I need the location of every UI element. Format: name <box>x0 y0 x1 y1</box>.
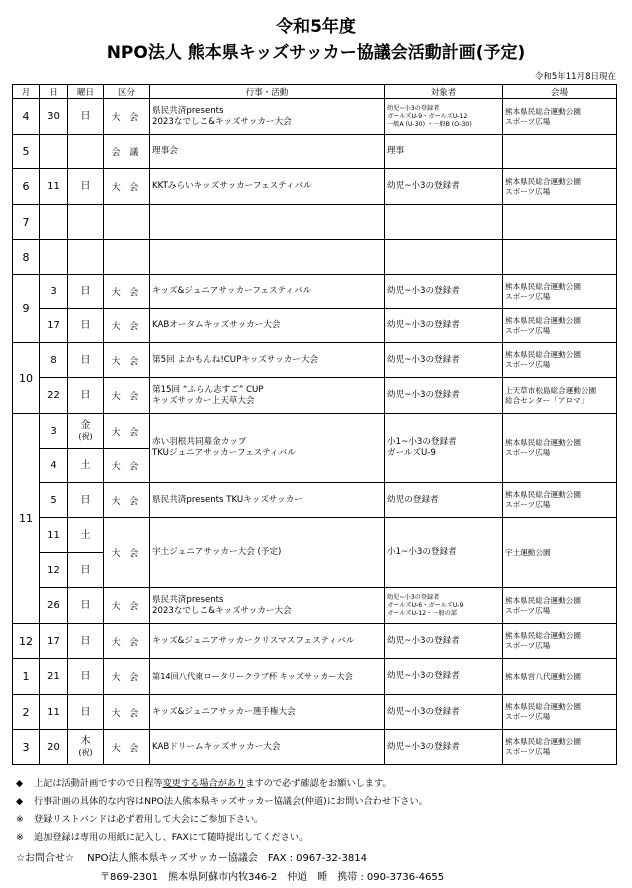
header-venue: 会場 <box>503 85 617 99</box>
venue-line: 上天草市松島総合運動公園 <box>505 385 597 395</box>
target-cell: 小1~小3の登録者 <box>385 518 503 588</box>
venue-line: スポーツ広場 <box>505 116 551 126</box>
day-cell: 22 <box>40 378 68 414</box>
holiday-mark: (祝) <box>78 432 93 441</box>
category-cell: 大 会 <box>104 588 150 624</box>
weekday-cell: 日 <box>68 659 104 695</box>
category-cell <box>104 240 150 275</box>
day-cell: 3 <box>40 414 68 449</box>
weekday-cell: 日 <box>68 309 104 343</box>
day-cell: 20 <box>40 730 68 765</box>
target-cell: 幼児~小3の登録者 <box>385 169 503 205</box>
target-line: 幼児~小3の登録者 <box>387 593 440 601</box>
event-line: 第15回 “ふらん志すご” CUP <box>152 384 264 395</box>
weekday-cell: 土 <box>68 518 104 553</box>
table-row <box>13 518 617 553</box>
target-cell <box>385 240 503 275</box>
table-row <box>13 343 617 378</box>
category-cell: 会 議 <box>104 135 150 169</box>
weekday-cell: 土 <box>68 449 104 483</box>
event-cell: 第14回八代東ロータリークラブ杯 キッズサッカー大会 <box>150 659 385 695</box>
table-row <box>13 309 617 343</box>
category-cell <box>104 205 150 240</box>
table-row <box>13 205 617 240</box>
target-cell <box>385 205 503 240</box>
event-cell <box>150 414 385 483</box>
weekday-cell: 日 <box>68 99 104 135</box>
table-row <box>13 483 617 518</box>
target-line: ガールズU-12・一般の部 <box>387 609 458 617</box>
month-cell: 7 <box>13 205 40 240</box>
weekday-line: 木 <box>80 736 91 747</box>
header-day: 日 <box>40 85 68 99</box>
month-cell: 11 <box>13 414 40 624</box>
target-cell: 幼児~小3の登録者 <box>385 343 503 378</box>
holiday-mark: (祝) <box>78 748 93 757</box>
category-cell: 大 会 <box>104 414 150 449</box>
table-header-row <box>13 85 617 99</box>
category-cell: 大 会 <box>104 169 150 205</box>
event-cell: KKTみらいキッズサッカーフェスティバル <box>150 169 385 205</box>
month-cell: 9 <box>13 275 40 343</box>
event-cell: キッズ&ジュニアサッカー選手権大会 <box>150 695 385 730</box>
month-cell: 10 <box>13 343 40 414</box>
target-line: 幼児~小3の登録者 <box>387 104 440 112</box>
category-cell: 大 会 <box>104 449 150 483</box>
weekday-cell: 日 <box>68 483 104 518</box>
venue-line: スポーツ広場 <box>505 325 551 335</box>
day-cell <box>40 205 68 240</box>
target-cell: 理事 <box>385 135 503 169</box>
event-cell <box>150 205 385 240</box>
month-cell: 1 <box>13 659 40 695</box>
venue-line: スポーツ広場 <box>505 448 551 457</box>
weekday-cell: 日 <box>68 553 104 588</box>
event-cell: 県民共済presents TKUキッズサッカー <box>150 483 385 518</box>
day-cell: 26 <box>40 588 68 624</box>
venue-line: スポーツ広場 <box>505 641 551 650</box>
day-cell: 5 <box>40 483 68 518</box>
category-cell: 大 会 <box>104 275 150 309</box>
category-cell: 大 会 <box>104 518 150 588</box>
event-cell: キッズ&ジュニアサッカーフェスティバル <box>150 275 385 309</box>
target-cell <box>385 99 503 135</box>
weekday-cell: 日 <box>68 695 104 730</box>
table-row <box>13 624 617 659</box>
month-cell: 3 <box>13 730 40 765</box>
note-item <box>16 775 620 793</box>
event-line: TKUジュニアサッカーフェスティバル <box>152 448 296 458</box>
target-line: 小1~小3の登録者 <box>387 437 457 447</box>
event-line: 2023なでしこ&キッズサッカー大会 <box>152 605 292 616</box>
event-cell <box>150 378 385 414</box>
venue-cell <box>503 240 617 275</box>
month-cell: 5 <box>13 135 40 169</box>
venue-cell <box>503 99 617 135</box>
target-cell: 幼児~小3の登録者 <box>385 624 503 659</box>
venue-line: 熊本県民総合運動公園 <box>505 737 581 746</box>
table-row <box>13 730 617 765</box>
event-cell: 宇土ジュニアサッカー大会 (予定) <box>150 518 385 588</box>
note-text: ますので必ず確認をお願いします。 <box>245 778 392 789</box>
day-cell <box>40 240 68 275</box>
weekday-cell <box>68 414 104 449</box>
venue-cell: 熊本県営八代運動公園 <box>503 659 617 695</box>
venue-cell: 宇土運動公園 <box>503 518 617 588</box>
header-event: 行事・活動 <box>150 85 385 99</box>
day-cell: 11 <box>40 518 68 553</box>
day-cell: 17 <box>40 309 68 343</box>
schedule-table <box>12 84 617 765</box>
month-cell: 12 <box>13 624 40 659</box>
header-category: 区分 <box>104 85 150 99</box>
category-cell: 大 会 <box>104 309 150 343</box>
target-cell <box>385 414 503 483</box>
month-cell: 2 <box>13 695 40 730</box>
event-cell: 第5回 よかもんね!CUPキッズサッカー大会 <box>150 343 385 378</box>
weekday-cell <box>68 205 104 240</box>
venue-line: 熊本県民総合運動公園 <box>505 595 581 605</box>
venue-line: スポーツ広場 <box>505 747 551 756</box>
venue-cell <box>503 205 617 240</box>
event-cell: KABオータムキッズサッカー大会 <box>150 309 385 343</box>
event-line: 県民共済presents <box>152 594 224 605</box>
day-cell: 8 <box>40 343 68 378</box>
venue-line: 熊本県民総合運動公園 <box>505 350 581 359</box>
day-cell: 3 <box>40 275 68 309</box>
day-cell <box>40 135 68 169</box>
venue-line: スポーツ広場 <box>505 500 551 509</box>
venue-cell <box>503 588 617 624</box>
month-cell: 4 <box>13 99 40 135</box>
venue-cell <box>503 135 617 169</box>
header-weekday: 曜日 <box>68 85 104 99</box>
event-cell <box>150 588 385 624</box>
day-cell: 11 <box>40 169 68 205</box>
month-cell: 8 <box>13 240 40 275</box>
table-row <box>13 135 617 169</box>
target-cell: 幼児~小3の登録者 <box>385 378 503 414</box>
target-line: ガールズU-9・ガールズU-12 <box>387 112 468 120</box>
category-cell: 大 会 <box>104 730 150 765</box>
table-row <box>13 414 617 449</box>
target-line: ガールズU-9 <box>387 448 436 458</box>
month-cell: 6 <box>13 169 40 205</box>
weekday-cell <box>68 135 104 169</box>
target-cell: 幼児~小3の登録者 <box>385 309 503 343</box>
event-line: キッズサッカー上天草大会 <box>152 395 255 406</box>
venue-line: 総合センター「アロマ」 <box>505 395 589 405</box>
note-text: 行事計画の具体的な内容はNPO法人熊本県キッズサッカー協議会(仲道)にお問い合わせ下さい。 <box>34 796 428 807</box>
contact-line-address: 〒869-2301 熊本県阿蘇市内牧346-2 仲道 睡 携帯 : 090-3736-4655 <box>100 872 445 883</box>
weekday-cell <box>68 730 104 765</box>
category-cell: 大 会 <box>104 378 150 414</box>
note-item <box>16 793 620 811</box>
day-cell: 12 <box>40 553 68 588</box>
note-text: 追加登録は専用の用紙に記入し、FAXにて随時提出してください。 <box>34 832 309 843</box>
contact-section <box>16 849 444 887</box>
venue-cell <box>503 414 617 483</box>
venue-cell <box>503 695 617 730</box>
day-cell: 4 <box>40 449 68 483</box>
target-cell: 幼児~小3の登録者 <box>385 695 503 730</box>
note-underlined-text: 変更する場合があり <box>162 778 246 789</box>
weekday-cell: 日 <box>68 588 104 624</box>
event-line: 赤い羽根共同募金カップ <box>152 437 247 447</box>
day-cell: 21 <box>40 659 68 695</box>
venue-cell <box>503 343 617 378</box>
document-subtitle: NPO法人 熊本県キッズサッカー協議会活動計画(予定) <box>106 43 526 63</box>
venue-line: スポーツ広場 <box>505 712 551 721</box>
weekday-line: 金 <box>80 420 91 431</box>
event-cell <box>150 99 385 135</box>
document-title: 令和5年度 <box>276 17 356 37</box>
venue-cell <box>503 309 617 343</box>
target-cell: 幼児の登録者 <box>385 483 503 518</box>
notes-section <box>16 775 620 847</box>
venue-line: 熊本県民総合運動公園 <box>505 438 581 447</box>
event-cell <box>150 240 385 275</box>
note-text: 上記は活動計画ですので日程等 <box>34 778 163 789</box>
target-cell <box>385 588 503 624</box>
venue-line: 熊本県民総合運動公園 <box>505 106 581 116</box>
category-cell: 大 会 <box>104 99 150 135</box>
target-cell: 幼児~小3の登録者 <box>385 275 503 309</box>
event-line: 2023なでしこ&キッズサッカー大会 <box>152 116 292 127</box>
venue-line: スポーツ広場 <box>505 186 551 196</box>
header-target: 対象者 <box>385 85 503 99</box>
event-cell: キッズ&ジュニアサッカークリスマスフェスティバル <box>150 624 385 659</box>
header-month: 月 <box>13 85 40 99</box>
table-row <box>13 99 617 135</box>
note-item <box>16 811 620 829</box>
diamond-bullet-icon: ◆ <box>16 796 24 807</box>
event-cell: 理事会 <box>150 135 385 169</box>
table-row <box>13 378 617 414</box>
venue-cell <box>503 483 617 518</box>
venue-line: 熊本県民総合運動公園 <box>505 281 581 291</box>
weekday-cell: 日 <box>68 624 104 659</box>
weekday-cell: 日 <box>68 343 104 378</box>
event-line: 県民共済presents <box>152 105 224 116</box>
target-cell: 幼児~小3の登録者 <box>385 659 503 695</box>
weekday-cell: 日 <box>68 378 104 414</box>
category-cell: 大 会 <box>104 695 150 730</box>
note-item <box>16 829 620 847</box>
venue-cell <box>503 169 617 205</box>
table-row <box>13 169 617 205</box>
category-cell: 大 会 <box>104 659 150 695</box>
category-cell: 大 会 <box>104 483 150 518</box>
event-cell: KABドリームキッズサッカー大会 <box>150 730 385 765</box>
day-cell: 17 <box>40 624 68 659</box>
category-cell: 大 会 <box>104 343 150 378</box>
diamond-bullet-icon: ◆ <box>16 778 24 789</box>
weekday-cell: 日 <box>68 275 104 309</box>
venue-line: 熊本県民総合運動公園 <box>505 490 581 499</box>
venue-cell <box>503 275 617 309</box>
table-row <box>13 275 617 309</box>
venue-cell <box>503 378 617 414</box>
day-cell: 11 <box>40 695 68 730</box>
venue-line: 熊本県民総合運動公園 <box>505 631 581 640</box>
venue-cell <box>503 730 617 765</box>
as-of-date: 令和5年11月8日現在 <box>534 72 616 82</box>
target-line: 一般A (U-30) ・一般B (O-30) <box>387 120 472 128</box>
venue-line: 熊本県民総合運動公園 <box>505 702 581 711</box>
table-row <box>13 659 617 695</box>
venue-line: スポーツ広場 <box>505 360 551 369</box>
day-cell: 30 <box>40 99 68 135</box>
note-text: 登録リストバンドは必ず着用して大会にご参加下さい。 <box>34 814 264 825</box>
category-cell: 大 会 <box>104 624 150 659</box>
contact-line-organization: ☆お問合せ☆ NPO法人熊本県キッズサッカー協議会 FAX : 0967-32-3814 <box>16 853 367 864</box>
venue-line: 熊本県民総合運動公園 <box>505 315 581 325</box>
venue-line: スポーツ広場 <box>505 605 551 615</box>
table-row <box>13 695 617 730</box>
venue-cell <box>503 624 617 659</box>
table-row <box>13 588 617 624</box>
reference-mark-icon: ※ <box>16 832 24 843</box>
target-cell: 幼児~小3の登録者 <box>385 730 503 765</box>
venue-line: スポーツ広場 <box>505 291 551 301</box>
target-line: ガールズU-6・ガールズU-9 <box>387 601 464 609</box>
reference-mark-icon: ※ <box>16 814 24 825</box>
table-row <box>13 240 617 275</box>
venue-line: 熊本県民総合運動公園 <box>505 176 581 186</box>
weekday-cell: 日 <box>68 169 104 205</box>
weekday-cell <box>68 240 104 275</box>
